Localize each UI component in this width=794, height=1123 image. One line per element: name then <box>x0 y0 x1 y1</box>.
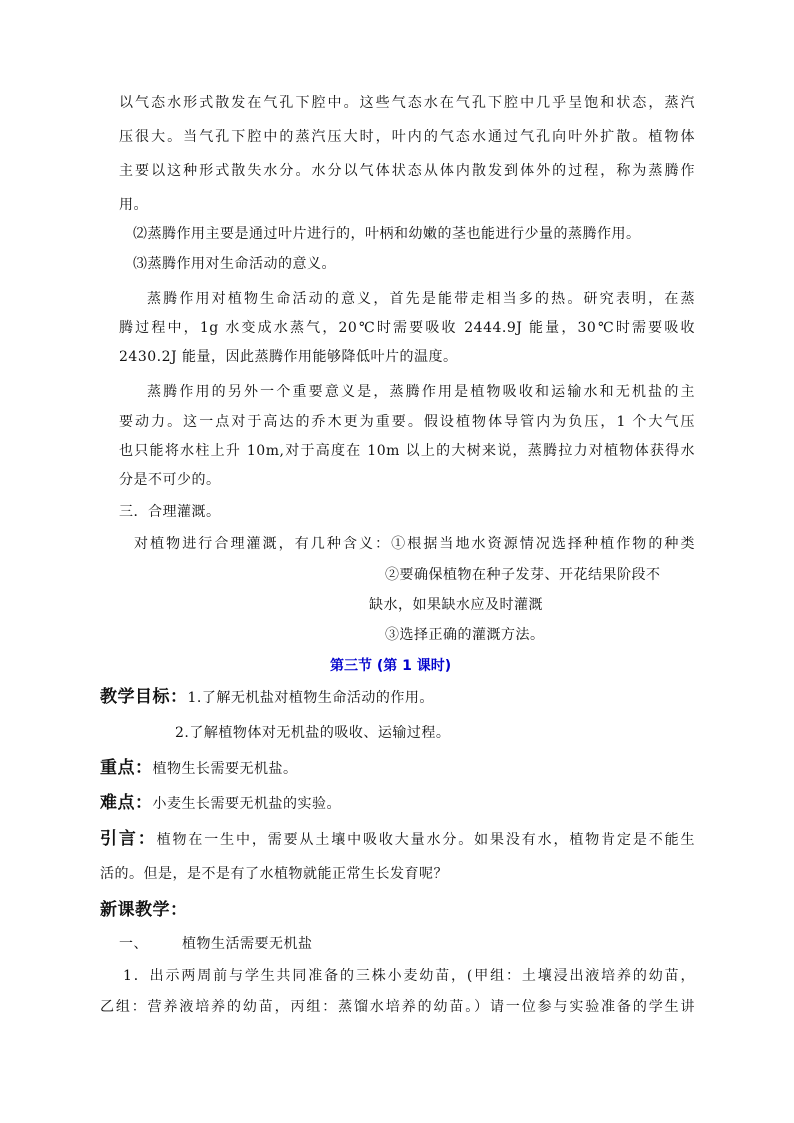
para1-line1: 以气态水形式散发在气孔下腔中。这些气态水在气孔下腔中几乎呈饱和状态，蒸汽 <box>119 95 695 111</box>
para3-line2: 要动力。这一点对于高达的乔木更为重要。假设植物体导管内为负压，1 个大气压 <box>119 414 695 430</box>
step1-line2: 乙组：营养液培养的幼苗，丙组：蒸馏水培养的幼苗。）请一位参与实验准备的学生讲 <box>100 999 695 1015</box>
item-3: ⑶蒸腾作用对生命活动的意义。 <box>133 256 336 272</box>
para3-line1: 蒸腾作用的另外一个重要意义是，蒸腾作用是植物吸收和运输水和无机盐的主 <box>147 384 695 400</box>
para1-line3: 主要以这种形式散失水分。水分以气体状态从体内散发到体外的过程，称为蒸腾作 <box>119 163 695 179</box>
item-2: ⑵蒸腾作用主要是通过叶片进行的，叶柄和幼嫩的茎也能进行少量的蒸腾作用。 <box>133 226 641 242</box>
irrigation-line2: ②要确保植物在种子发芽、开花结果阶段不 <box>385 567 661 583</box>
part1-num: 一、 <box>119 936 148 952</box>
para2-line2: 腾过程中，1g 水变成水蒸气，20℃时需要吸收 2444.9J 能量，30℃时需要吸收 <box>119 320 695 336</box>
para2-line1: 蒸腾作用对植物生命活动的意义，首先是能带走相当多的热。研究表明，在蒸 <box>147 291 695 307</box>
intro-line1: 植物在一生中，需要从土壤中吸收大量水分。如果没有水，植物肯定是不能生 <box>156 832 695 848</box>
irrigation-line4: ③选择正确的灌溉方法。 <box>385 627 545 643</box>
para3-line3: 也只能将水柱上升 10m,对于高度在 10m 以上的大树来说，蒸腾拉力对植物体获得水 <box>119 443 695 459</box>
irrigation-line1: 对植物进行合理灌溉，有几种含义：①根据当地水资源情况选择种植作物的种类 <box>134 536 695 552</box>
irrigation-line3: 缺水，如果缺水应及时灌溉 <box>369 597 543 613</box>
new-lesson-row <box>100 893 188 928</box>
goals-item2: 2.了解植物体对无机盐的吸收、运输过程。 <box>175 725 451 741</box>
section-3-heading: 三．合理灌溉。 <box>119 504 221 520</box>
step1-line1: 1．出示两周前与学生共同准备的三株小麦幼苗，(甲组：土壤浸出液培养的幼苗， <box>123 968 695 984</box>
intro-line2: 活的。但是，是不是有了水植物就能正常生长发育呢？ <box>100 866 448 882</box>
para2-line3: 2430.2J 能量，因此蒸腾作用能够降低叶片的温度。 <box>119 349 458 365</box>
new-lesson-label: 新课教学： <box>100 900 188 920</box>
lesson-title: 第三节 (第 1 课时) <box>330 658 452 674</box>
para1-line2: 压很大。当气孔下腔中的蒸汽压大时，叶内的气态水通过气孔向叶外扩散。植物体 <box>119 129 695 145</box>
difficulty-row <box>100 786 341 821</box>
difficulty-label: 难点： <box>100 793 153 813</box>
keypoint-label: 重点： <box>100 758 153 778</box>
part1-heading <box>119 927 313 961</box>
intro-row <box>100 822 695 857</box>
keypoint-row <box>100 751 298 786</box>
para1-line4: 用。 <box>119 197 148 213</box>
intro-label: 引言： <box>100 829 157 849</box>
keypoint-text: 植物生长需要无机盐。 <box>152 761 298 777</box>
goals-row <box>100 680 434 715</box>
goals-label: 教学目标： <box>100 687 188 707</box>
para3-line4: 分是不可少的。 <box>119 472 221 488</box>
difficulty-text: 小麦生长需要无机盐的实验。 <box>152 796 341 812</box>
part1-title: 植物生活需要无机盐 <box>182 936 313 952</box>
goals-item1: 1.了解无机盐对植物生命活动的作用。 <box>187 690 434 706</box>
